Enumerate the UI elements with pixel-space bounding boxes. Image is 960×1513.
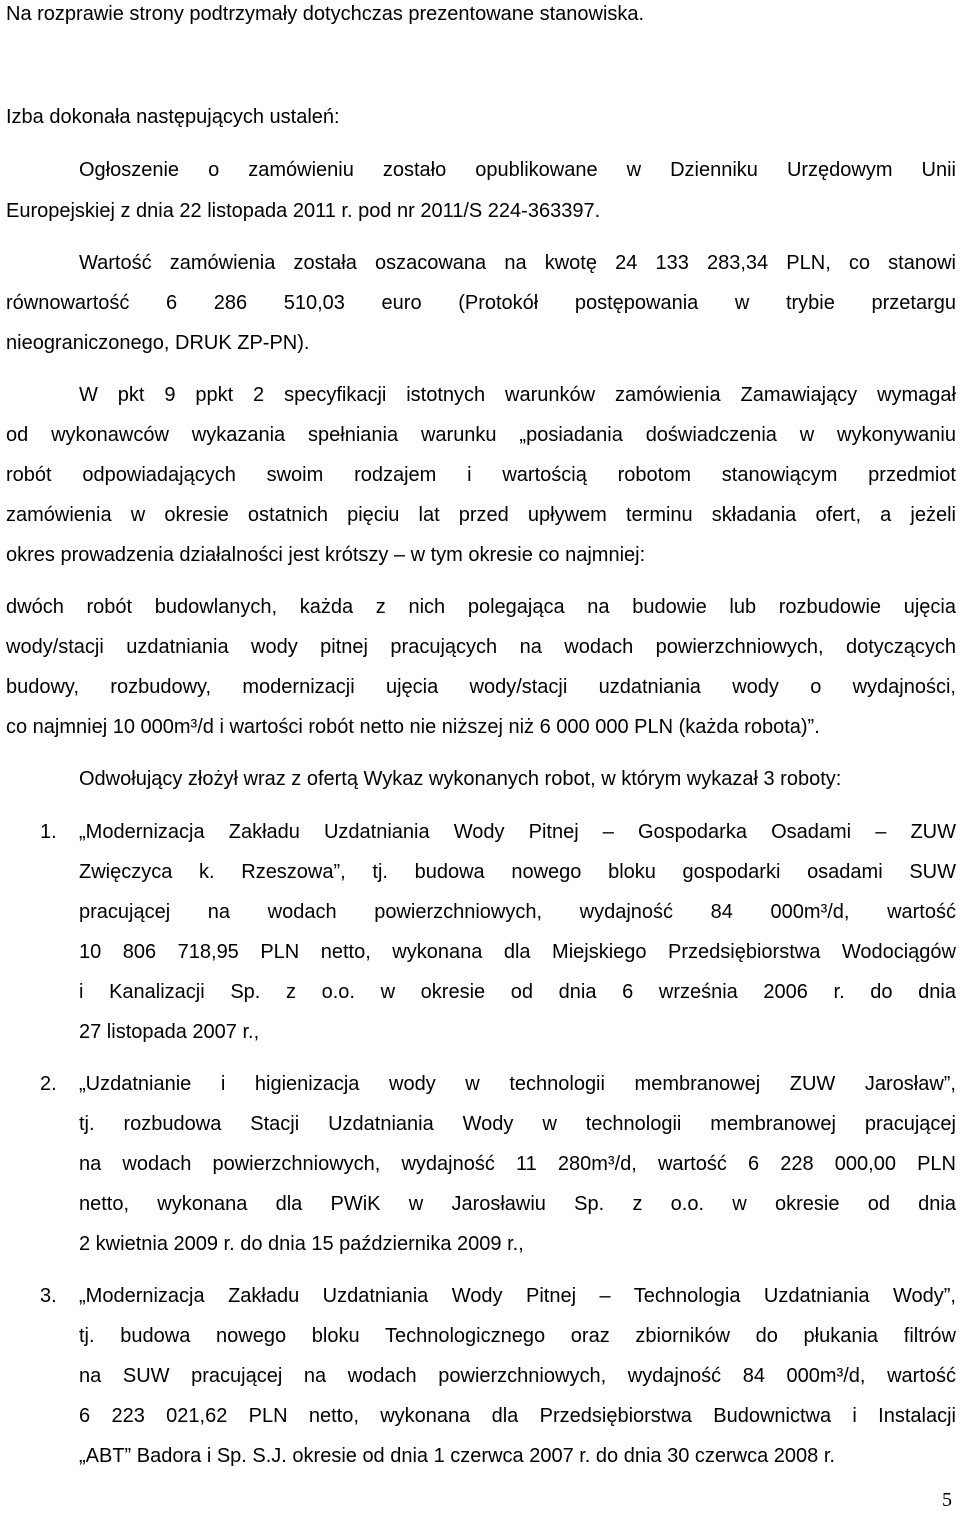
list-item-1-line-5: i Kanalizacji Sp. z o.o. w okresie od dnia 6 września 2006 r. do dnia (79, 981, 956, 1003)
list-item-2-line-4: netto, wykonana dla PWiK w Jarosławiu Sp. z o.o. w okresie od dnia (79, 1193, 956, 1215)
list-item-3-line-5: „ABT” Badora i Sp. S.J. okresie od dnia 1 czerwca 2007 r. do dnia 30 czerwca 2008 r. (79, 1445, 835, 1467)
list-item-2-line-3: na wodach powierzchniowych, wydajność 11 280m³/d, wartość 6 228 000,00 PLN (79, 1153, 956, 1175)
para3-line-4: zamówienia w okresie ostatnich pięciu lat przed upływem terminu składania ofert, a jeżeli (6, 504, 956, 526)
para1-line-2: Europejskiej z dnia 22 listopada 2011 r. pod nr 2011/S 224-363397. (6, 200, 601, 222)
para5-text: Odwołujący złożył wraz z ofertą Wykaz wykonanych robot, w którym wykazał 3 roboty: (79, 768, 842, 790)
list-item-1-line-2: Zwięczyca k. Rzeszowa”, tj. budowa nowego bloku gospodarki osadami SUW (79, 861, 956, 883)
list-item-1-line-6: 27 listopada 2007 r., (79, 1021, 260, 1043)
list-item-number: 2. (40, 1073, 57, 1095)
list-item-2-line-5: 2 kwietnia 2009 r. do dnia 15 października 2009 r., (79, 1233, 524, 1255)
para3-line-1: W pkt 9 ppkt 2 specyfikacji istotnych warunków zamówienia Zamawiający wymagał (79, 384, 956, 406)
para4-line-1: dwóch robót budowlanych, każda z nich polegająca na budowie lub rozbudowie ujęcia (6, 596, 956, 618)
list-item-1-line-1: „Modernizacja Zakładu Uzdatniania Wody Pitnej – Gospodarka Osadami – ZUW (79, 821, 956, 843)
list-item-1-line-4: 10 806 718,95 PLN netto, wykonana dla Miejskiego Przedsiębiorstwa Wodociągów (79, 941, 956, 963)
para2-line-2: równowartość 6 286 510,03 euro (Protokół postępowania w trybie przetargu (6, 292, 956, 314)
para2-line-1: Wartość zamówienia została oszacowana na kwotę 24 133 283,34 PLN, co stanowi (79, 252, 956, 274)
para3-line-5: okres prowadzenia działalności jest krótszy – w tym okresie co najmniej: (6, 544, 646, 566)
para3-line-3: robót odpowiadających swoim rodzajem i wartością robotom stanowiącym przedmiot (6, 464, 956, 486)
list-item-3-line-4: 6 223 021,62 PLN netto, wykonana dla Przedsiębiorstwa Budownictwa i Instalacji (79, 1405, 956, 1427)
list-item-3-line-1: „Modernizacja Zakładu Uzdatniania Wody Pitnej – Technologia Uzdatniania Wody”, (79, 1285, 956, 1307)
list-item-3-line-3: na SUW pracującej na wodach powierzchniowych, wydajność 84 000m³/d, wartość (79, 1365, 956, 1387)
para1-line-1: Ogłoszenie o zamówieniu zostało opublikowane w Dzienniku Urzędowym Unii (79, 159, 956, 181)
para2-line-3: nieograniczonego, DRUK ZP-PN). (6, 332, 310, 354)
list-item-3-line-2: tj. budowa nowego bloku Technologicznego oraz zbiorników do płukania filtrów (79, 1325, 956, 1347)
page-number: 5 (942, 1489, 952, 1511)
para3-line-2: od wykonawców wykazania spełniania warunku „posiadania doświadczenia w wykonywaniu (6, 424, 956, 446)
list-item-1-line-3: pracującej na wodach powierzchniowych, wydajność 84 000m³/d, wartość (79, 901, 956, 923)
list-item-2-line-2: tj. rozbudowa Stacji Uzdatniania Wody w technologii membranowej pracującej (79, 1113, 956, 1135)
list-item-number: 3. (40, 1285, 57, 1307)
list-item-2-line-1: „Uzdatnianie i higienizacja wody w technologii membranowej ZUW Jarosław”, (79, 1073, 956, 1095)
findings-heading: Izba dokonała następujących ustaleń: (6, 106, 340, 128)
list-item-number: 1. (40, 821, 57, 843)
intro-text: Na rozprawie strony podtrzymały dotychczas prezentowane stanowiska. (6, 3, 645, 25)
para4-line-4: co najmniej 10 000m³/d i wartości robót netto nie niższej niż 6 000 000 PLN (każda robota)”. (6, 716, 820, 738)
para4-line-3: budowy, rozbudowy, modernizacji ujęcia wody/stacji uzdatniania wody o wydajności, (6, 676, 956, 698)
para4-line-2: wody/stacji uzdatniania wody pitnej pracujących na wodach powierzchniowych, dotyczących (6, 636, 956, 658)
